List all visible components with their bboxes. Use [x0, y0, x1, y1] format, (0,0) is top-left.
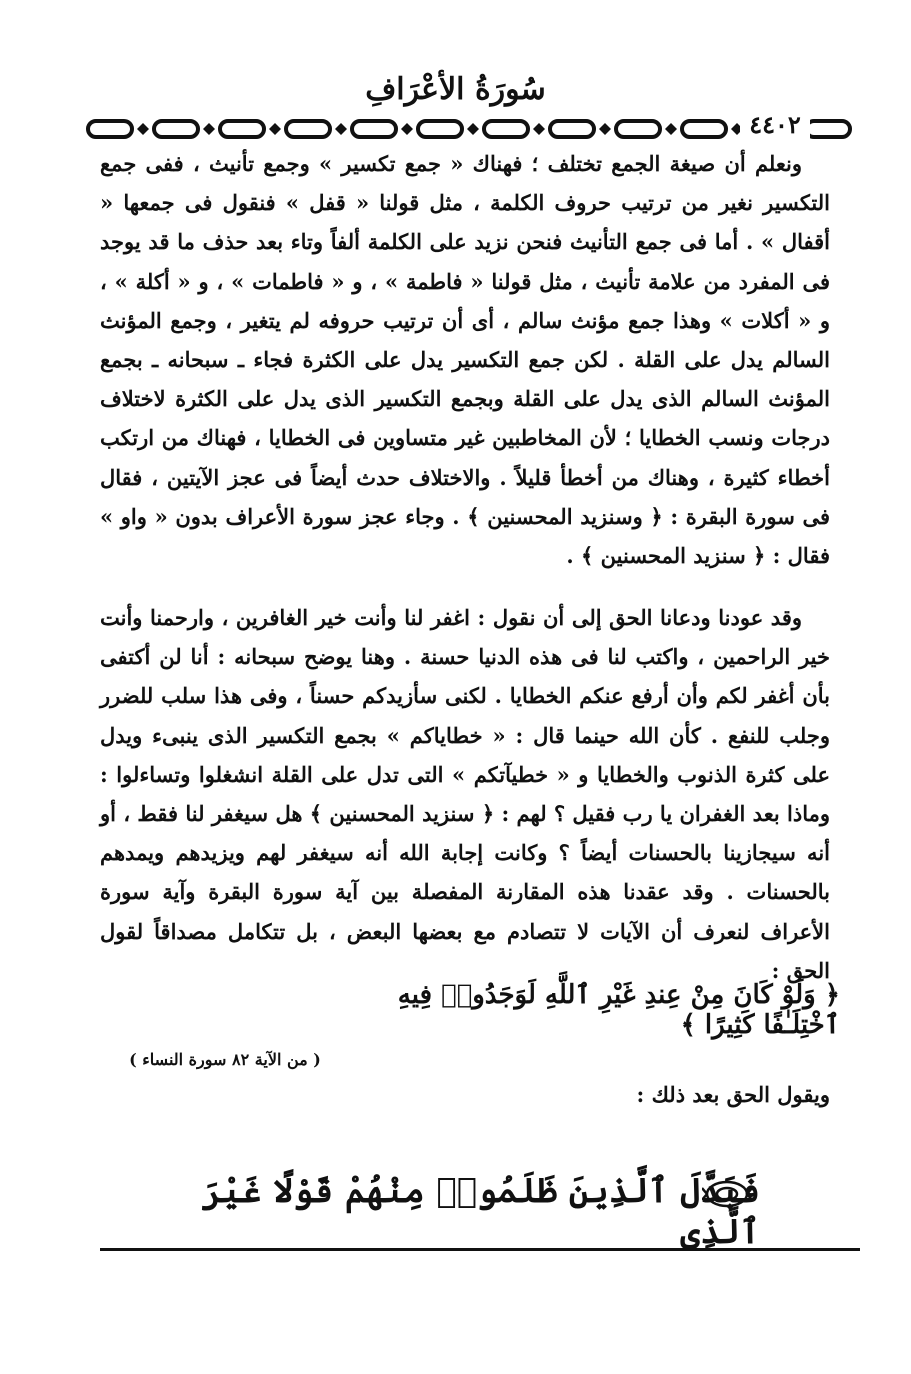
paragraph-1-text: ونعلم أن صيغة الجمع تختلف ؛ فهناك « جمع تكسير » وجمع تأنيث ، ففى جمع التكسير نغير من ترتيب حروف الكلمة ، مثل قولنا « قفل » فنقول فى جمعها « أقفال » . أما فى جمع التأنيث فنحن نزيد على الكلمة ألفاً وتاء بعد حذف ما قد يوجد فى المفرد من علامة تأنيث ، مثل قولنا « فاطمة » ، و « فاطمات » ، و « أكلة » ، و « أكلات » وهذا جمع مؤنث سالم ، أى أن ترتيب حروفه لم يتغير ، وجمع المؤنث السالم يدل على القلة . لكن جمع التكسير يدل على الكثرة فجاء ـ سبحانه ـ بجمع المؤنث السالم الذى يدل على القلة وبجمع التكسير الذى يدل على الكثرة لاختلاف درجات ونسب الخطايا ؛ لأن المخاطبين غير متساوين فى الخطايا ، فهناك من ارتكب أخطاء كثيرة ، وهناك من أخطأ قليلاً . والاختلاف حدث أيضاً فى عجز الآيتين ، فقال فى سورة البقرة : ﴿ وسنزيد المحسنين ﴾ . وجاء عجز سورة الأعراف بدون « واو » فقال : ﴿ سنزيد المحسنين ﴾ . [100, 151, 830, 569]
ornament-border [84, 116, 854, 142]
paragraph-2-text: وقد عودنا ودعانا الحق إلى أن نقول : اغفر لنا وأنت خير الغافرين ، وارحمنا وأنت خير الراحمين ، واكتب لنا فى هذه الدنيا حسنة . وهنا يوضح سبحانه : أنا لن أكتفى بأن أغفر لكم وأن أرفع عنكم الخطايا . لكنى سأزيدكم حسناً ، وفى هذا سلب للضرر وجلب للنفع . كأن الله حينما قال : « خطاياكم » بجمع التكسير الذى ينبىء ويدل على كثرة الذنوب والخطايا و « خطيآتكم » التى تدل على القلة انشغلوا وتساءلوا : وماذا بعد الغفران يا رب فقيل ؟ لهم : ﴿ سنزيد المحسنين ﴾ هل سيغفر لنا فقط ، أو أنه سيجازينا بالحسنات أيضاً ؟ وكانت إجابة الله أنه سيغفر لهم ويزيدهم ويمدهم بالحسنات . وقد عقدنا هذه المقارنة المفصلة بين آية سورة البقرة وآية سورة الأعراف لنعرف أن الآيات لا تتصادم مع بعضها البعض ، بل تتكامل مصداقاً لقول الحق : [100, 605, 830, 983]
verse-intro-line: ويقول الحق بعد ذلك : [636, 1082, 830, 1107]
paragraph-1 [100, 144, 830, 575]
paragraph-2 [100, 598, 830, 990]
surah-title: سُورَةُ الأعْرَافِ [365, 72, 546, 107]
bottom-rule [100, 1248, 860, 1251]
quran-verse-nisa: ﴿ وَلَوْ كَانَ مِنْ عِندِ غَيْرِ ٱللَّهِ لَوَجَدُوا۟ فِيهِ ٱخْتِلَـٰفًا كَثِيرًا ﴾ [397, 980, 840, 1040]
page-number: ٤٤٠٢ [740, 110, 810, 140]
quran-verse-araf: فَبَدَّلَ ٱلَّذِينَ ظَلَمُوا۟ مِنْهُمْ قَوْلًا غَيْرَ ٱلَّذِى [201, 1171, 760, 1252]
verse-citation: ( من الآية ٨٢ سورة النساء ) [129, 1050, 321, 1069]
